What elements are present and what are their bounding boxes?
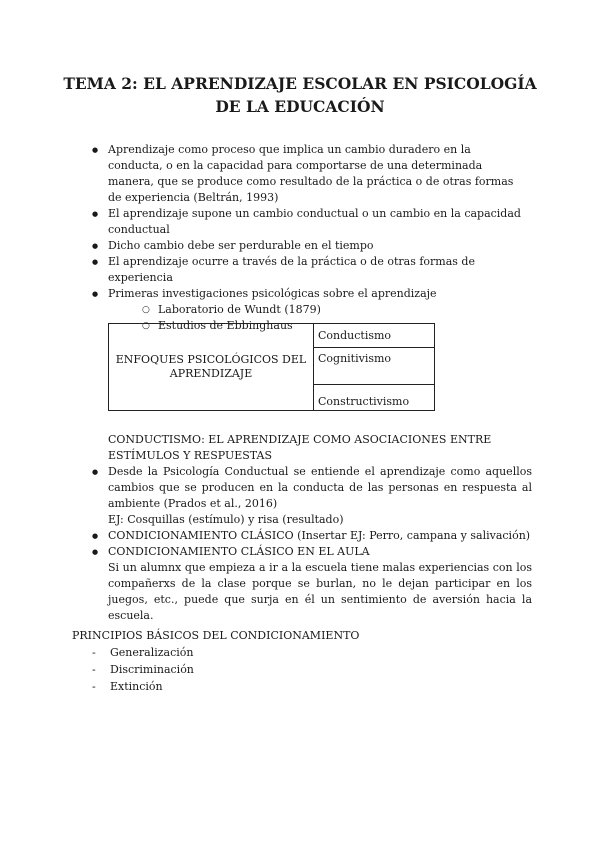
page-title: TEMA 2: EL APRENDIZAJE ESCOLAR EN PSICOLOGÍA DE LA EDUCACIÓN <box>63 74 537 116</box>
section-heading-principios: PRINCIPIOS BÁSICOS DEL CONDICIONAMIENTO <box>72 629 360 642</box>
list-item: ● El aprendizaje supone un cambio conductual o un cambio en la capacidad conductual <box>92 206 522 238</box>
list-item <box>92 544 532 624</box>
list-item-text: ● CONDICIONAMIENTO CLÁSICO EN EL AULA <box>108 545 370 558</box>
table-cell: Conductismo <box>314 324 435 348</box>
list-item-text: ● Desde la Psicología Conductual se entiende el aprendizaje como aquellos cambios que se producen en la conducta de las personas en respuesta al ambiente (Prados et al., 2016) <box>108 465 532 510</box>
example-text: EJ: Cosquillas (estímulo) y risa (resultado) <box>108 513 344 526</box>
enfoques-table <box>108 323 435 411</box>
list-item: ● El aprendizaje ocurre a través de la práctica o de otras formas de experiencia <box>92 254 522 286</box>
sub-list-item: ○ Laboratorio de Wundt (1879) <box>108 302 522 318</box>
section-heading-conductismo: CONDUCTISMO: EL APRENDIZAJE COMO ASOCIACIONES ENTRE ESTÍMULOS Y RESPUESTAS <box>108 433 492 462</box>
list-item-text: ● CONDICIONAMIENTO CLÁSICO (Insertar EJ: Perro, campana y salivación) <box>108 529 531 542</box>
list-item-text: Primeras investigaciones psicológicas sobre el aprendizaje <box>108 287 437 300</box>
principios-list <box>92 644 392 695</box>
list-item <box>92 528 532 544</box>
list-item: ● Dicho cambio debe ser perdurable en el tiempo <box>92 238 522 254</box>
list-item: - Discriminación <box>92 661 392 678</box>
example-text: Si un alumnx que empieza a ir a la escuela tiene malas experiencias con los compañerxs de la clase porque se burlan, no le dejan participar en los juegos, etc., puede que surja en él un sentimiento de aversión hacia la escuela. <box>108 561 532 622</box>
sub-list-item: ○ Estudios de Ebbinghaus <box>108 318 522 334</box>
list-item: - Generalización <box>92 644 392 661</box>
list-item: - Extinción <box>92 678 392 695</box>
intro-bullet-list <box>92 142 522 334</box>
conductismo-bullet-list <box>92 464 532 624</box>
list-item: ● Aprendizaje como proceso que implica un cambio duradero en la conducta, o en la capacidad para comportarse de una determinada manera, que se produce como resultado de la práctica o de otras formas de experiencia (Beltrán, 1993) <box>92 142 522 206</box>
list-item <box>92 464 532 528</box>
table-cell: Cognitivismo <box>314 348 435 385</box>
table-header-cell: ENFOQUES PSICOLÓGICOS DEL APRENDIZAJE <box>109 324 314 411</box>
table-cell: Constructivismo <box>314 385 435 411</box>
